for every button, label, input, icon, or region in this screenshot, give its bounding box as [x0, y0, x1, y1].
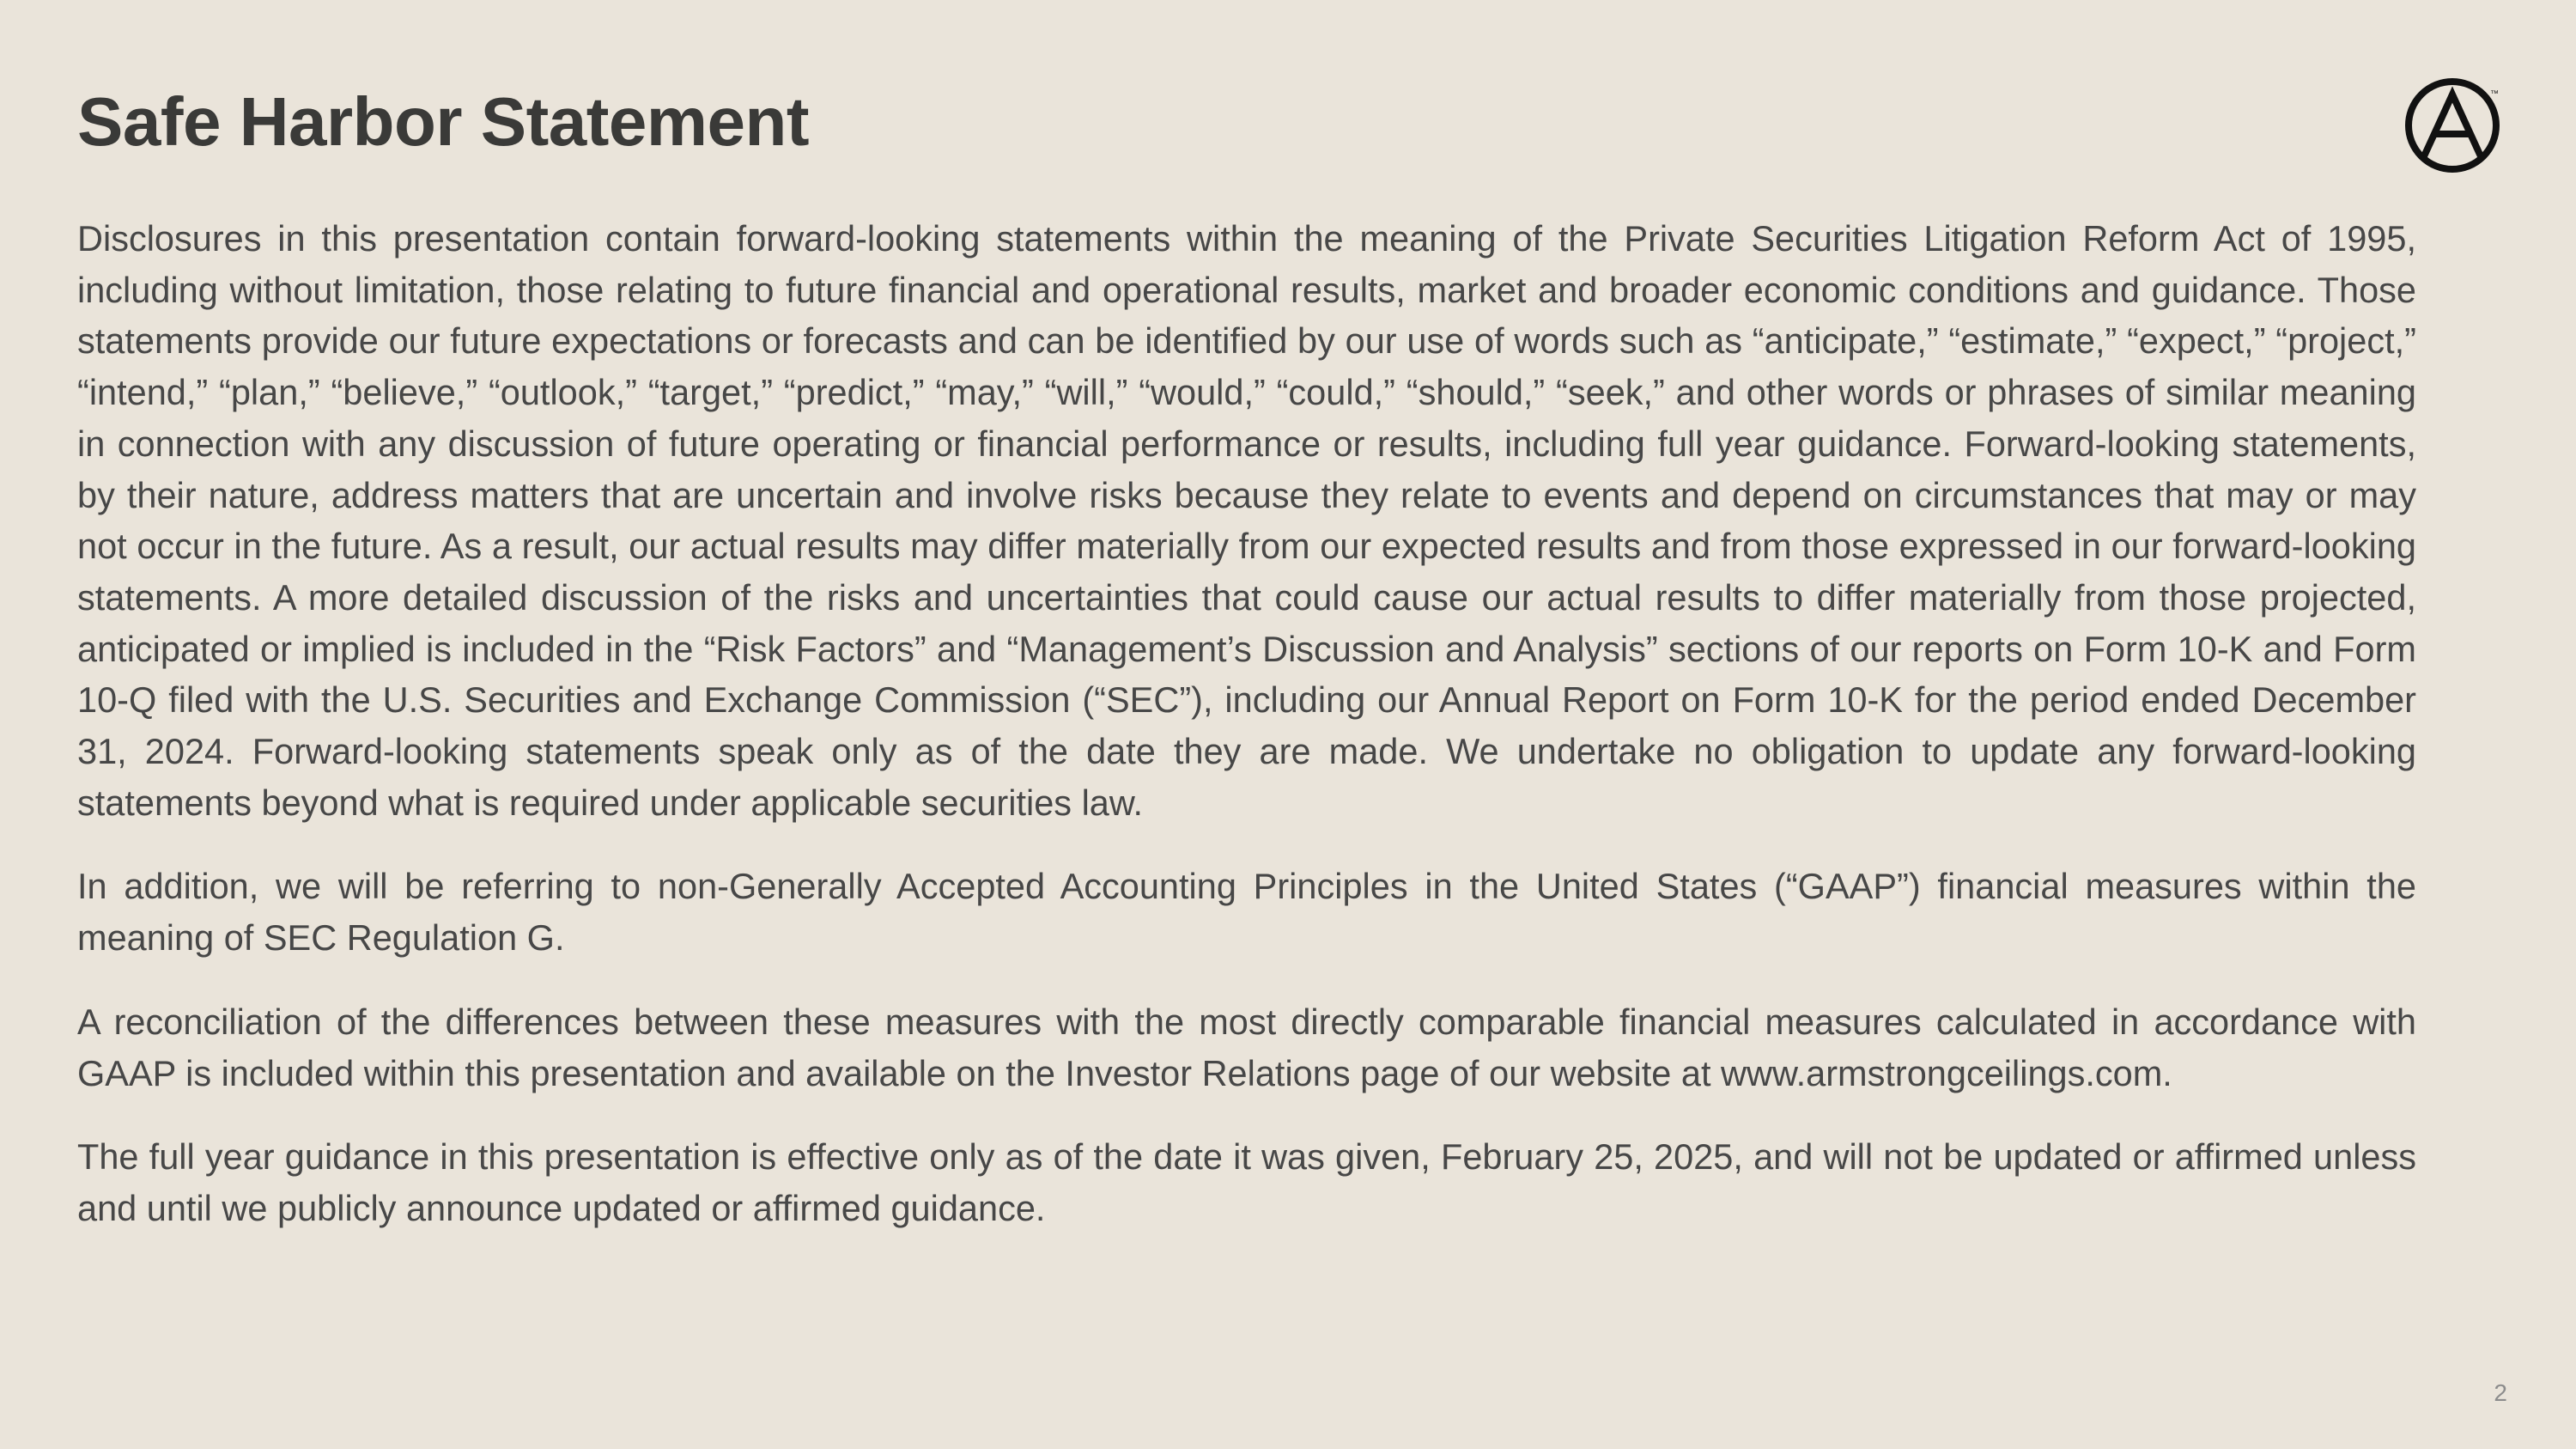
page-number: 2	[2494, 1379, 2507, 1406]
paragraph-guidance: The full year guidance in this presentation is effective only as of the date it was given, February 25, 2025, and will not be updated or affirmed unless and until we publicly announce updated or affirmed guidance.	[77, 1136, 2416, 1228]
logo-graphic	[2403, 76, 2502, 175]
paragraph-reconciliation: A reconciliation of the differences between these measures with the most directly comparable financial measures calculated in accordance with GAAP is included within this presentation and available on the Investor Relations page of our website at www.armstrongceilings.com.	[77, 1001, 2416, 1093]
paragraph-non-gaap: In addition, we will be referring to non-Generally Accepted Accounting Principles in the United States (“GAAP”) financial measures within the meaning of SEC Regulation G.	[77, 866, 2416, 959]
page-title: Safe Harbor Statement	[77, 83, 809, 160]
paragraph-forward-looking: Disclosures in this presentation contain forward-looking statements within the meaning of the Private Securities Litigation Reform Act of 1995, including without limitation, those relating to future financial and operational results, market and broader economic conditions and guidance. Those statements provide our future expectations or forecasts and can be identified by our use of words such as “anticipate,” “estimate,” “expect,” “project,” “intend,” “plan,” “believe,” “outlook,” “target,” “predict,” “may,” “will,” “would,” “could,” “should,” “seek,” and other words or phrases of similar meaning in connection with any discussion of future operating or financial performance or results, including full year guidance. Forward-looking statements, by their nature, address matters that are uncertain and involve risks because they relate to events and depend on circumstances that may or may not occur in the future. As a result, our actual results may differ materially from our expected results and from those expressed in our forward-looking statements. A more detailed discussion of the risks and uncertainties that could cause our actual results to differ materially from those projected, anticipated or implied is included in the “Risk Factors” and “Management’s Discussion and Analysis” sections of our reports on Form 10-K and Form 10-Q filed with the U.S. Securities and Exchange Commission (“SEC”), including our Annual Report on Form 10-K for the period ended December 31, 2024. Forward-looking statements speak only as of the date they are made. We undertake no obligation to update any forward-looking statements beyond what is required under applicable securities law.	[77, 218, 2416, 823]
safe-harbor-body	[77, 213, 2416, 1267]
armstrong-logo-icon	[2403, 76, 2502, 175]
trademark-symbol: ™	[2490, 89, 2499, 99]
